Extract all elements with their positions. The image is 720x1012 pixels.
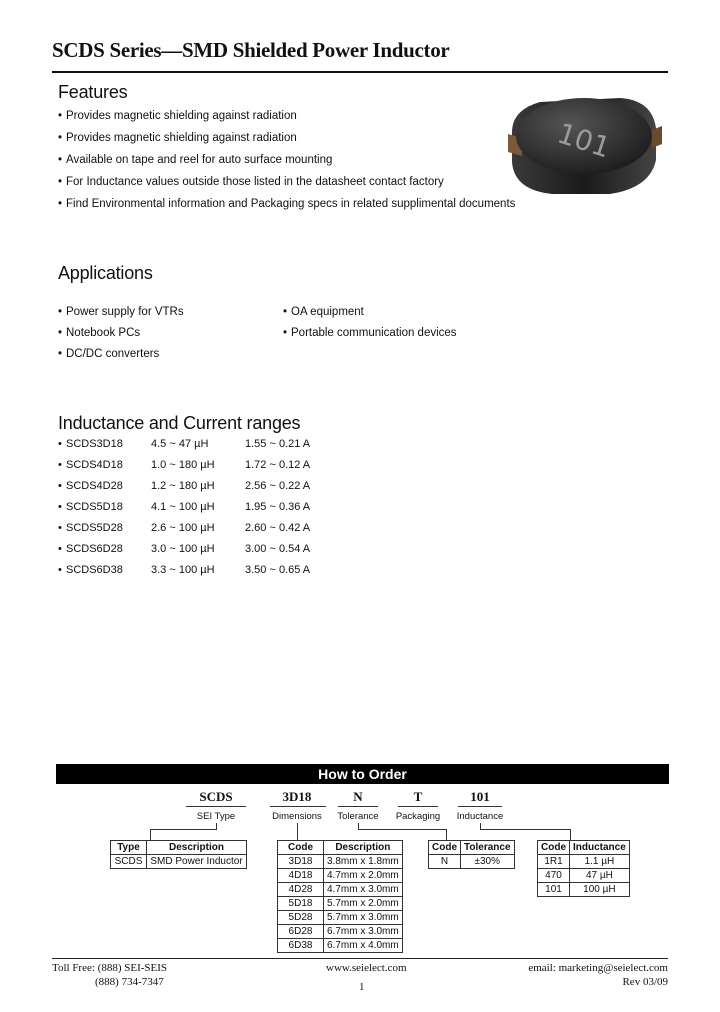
connector-line: [297, 823, 298, 840]
table-cell: 5.7mm x 3.0mm: [324, 911, 403, 925]
features-heading: Features: [58, 82, 128, 102]
pn-inductance-label: Inductance: [456, 811, 504, 822]
table-row: [278, 925, 403, 939]
dimension-table-header: Code: [278, 841, 324, 855]
dimension-table: [277, 840, 403, 953]
range-current: 2.60 ~ 0.42 A: [245, 522, 311, 534]
footer-email[interactable]: email: marketing@seielect.com: [528, 962, 668, 974]
range-series: • SCDS4D28: [58, 480, 123, 492]
range-series: • SCDS6D28: [58, 543, 123, 555]
connector-line: [358, 823, 359, 830]
table-row: [538, 855, 630, 869]
range-series: • SCDS5D18: [58, 501, 123, 513]
table-cell: 101: [538, 883, 570, 897]
table-cell: 4.7mm x 2.0mm: [324, 869, 403, 883]
range-inductance: 4.5 ~ 47 µH: [151, 438, 209, 450]
tolerance-table-header: Tolerance: [461, 841, 515, 855]
connector-line: [570, 829, 571, 840]
pn-packaging-label: Packaging: [395, 811, 441, 822]
connector-line: [150, 829, 151, 840]
table-row: [278, 869, 403, 883]
how-to-order-heading: How to Order: [318, 766, 407, 782]
table-row: [429, 855, 515, 869]
application-item: • Power supply for VTRs: [58, 306, 184, 318]
connector-line: [216, 823, 217, 830]
pn-underline: [338, 806, 378, 807]
table-cell: 47 µH: [570, 869, 630, 883]
feature-item: • Find Environmental information and Packaging specs in related supplimental documents: [58, 198, 516, 210]
type-table-header: Description: [147, 841, 247, 855]
table-cell: 3D18: [278, 855, 324, 869]
pn-underline: [398, 806, 438, 807]
footer-toll-free: Toll Free: (888) SEI-SEIS: [52, 962, 168, 974]
table-cell: 1R1: [538, 855, 570, 869]
feature-item: • For Inductance values outside those listed in the datasheet contact factory: [58, 176, 444, 188]
table-row: [111, 855, 247, 869]
range-series: • SCDS6D38: [58, 564, 123, 576]
range-inductance: 3.0 ~ 100 µH: [151, 543, 215, 555]
table-cell: 6.7mm x 3.0mm: [324, 925, 403, 939]
pn-underline: [270, 806, 326, 807]
pn-dimensions: 3D18: [282, 789, 312, 804]
tolerance-table: [428, 840, 515, 869]
range-inductance: 4.1 ~ 100 µH: [151, 501, 215, 513]
tolerance-table-header: Code: [429, 841, 461, 855]
inductor-marking: 101: [553, 116, 615, 165]
type-table-header: Type: [111, 841, 147, 855]
range-series: • SCDS5D28: [58, 522, 123, 534]
table-cell: 1.1 µH: [570, 855, 630, 869]
range-inductance: 2.6 ~ 100 µH: [151, 522, 215, 534]
table-cell: 5.7mm x 2.0mm: [324, 897, 403, 911]
connector-line: [480, 829, 570, 830]
connector-line: [150, 829, 216, 830]
connector-line: [446, 829, 447, 840]
range-series: • SCDS4D18: [58, 459, 123, 471]
table-row: [278, 883, 403, 897]
dimension-table-header: Description: [324, 841, 403, 855]
table-row: [538, 869, 630, 883]
application-item: • Portable communication devices: [283, 327, 457, 339]
table-cell: 4.7mm x 3.0mm: [324, 883, 403, 897]
title-divider: [52, 71, 668, 73]
table-cell: 6.7mm x 4.0mm: [324, 939, 403, 953]
pn-packaging: T: [413, 789, 423, 804]
pn-underline: [186, 806, 246, 807]
range-series: • SCDS3D18: [58, 438, 123, 450]
table-cell: 3.8mm x 1.8mm: [324, 855, 403, 869]
footer-revision: Rev 03/09: [622, 976, 668, 988]
pn-type-label: SEI Type: [196, 811, 236, 822]
inductor-image: [500, 90, 670, 200]
table-row: [278, 939, 403, 953]
pn-type: SCDS: [199, 789, 233, 804]
range-current: 1.72 ~ 0.12 A: [245, 459, 311, 471]
range-current: 1.95 ~ 0.36 A: [245, 501, 311, 513]
range-inductance: 1.2 ~ 180 µH: [151, 480, 215, 492]
table-row: [278, 855, 403, 869]
range-current: 1.55 ~ 0.21 A: [245, 438, 311, 450]
feature-item: • Available on tape and reel for auto surface mounting: [58, 154, 333, 166]
table-cell: 4D18: [278, 869, 324, 883]
table-row: [538, 883, 630, 897]
inductance-table: [537, 840, 630, 897]
table-cell: 4D28: [278, 883, 324, 897]
pn-tolerance: N: [353, 789, 363, 804]
footer-divider: [52, 958, 668, 959]
feature-item: • Provides magnetic shielding against radiation: [58, 110, 297, 122]
table-cell: 6D38: [278, 939, 324, 953]
page-title: SCDS Series—SMD Shielded Power Inductor: [52, 38, 450, 62]
inductance-table-header: Inductance: [570, 841, 630, 855]
footer-website[interactable]: www.seielect.com: [326, 962, 407, 974]
table-cell: SMD Power Inductor: [147, 855, 247, 869]
application-item: • Notebook PCs: [58, 327, 141, 339]
type-table: [110, 840, 247, 869]
ranges-heading: Inductance and Current ranges: [58, 413, 301, 433]
table-cell: 5D28: [278, 911, 324, 925]
pn-dimensions-label: Dimensions: [272, 811, 322, 822]
connector-line: [358, 829, 446, 830]
table-cell: ±30%: [461, 855, 515, 869]
pn-underline: [458, 806, 502, 807]
table-row: [278, 897, 403, 911]
applications-heading: Applications: [58, 263, 153, 283]
range-current: 2.56 ~ 0.22 A: [245, 480, 311, 492]
range-inductance: 3.3 ~ 100 µH: [151, 564, 215, 576]
table-cell: SCDS: [111, 855, 147, 869]
range-current: 3.50 ~ 0.65 A: [245, 564, 311, 576]
table-cell: 100 µH: [570, 883, 630, 897]
footer-phone: (888) 734-7347: [95, 976, 164, 988]
connector-line: [480, 823, 481, 830]
feature-item: • Provides magnetic shielding against radiation: [58, 132, 297, 144]
table-cell: N: [429, 855, 461, 869]
range-inductance: 1.0 ~ 180 µH: [151, 459, 215, 471]
table-cell: 5D18: [278, 897, 324, 911]
table-cell: 6D28: [278, 925, 324, 939]
inductance-table-header: Code: [538, 841, 570, 855]
pn-tolerance-label: Tolerance: [337, 811, 379, 822]
table-cell: 470: [538, 869, 570, 883]
pn-inductance: 101: [470, 789, 490, 804]
table-row: [278, 911, 403, 925]
application-item: • OA equipment: [283, 306, 364, 318]
application-item: • DC/DC converters: [58, 348, 160, 360]
footer-page-number: 1: [359, 981, 365, 993]
range-current: 3.00 ~ 0.54 A: [245, 543, 311, 555]
